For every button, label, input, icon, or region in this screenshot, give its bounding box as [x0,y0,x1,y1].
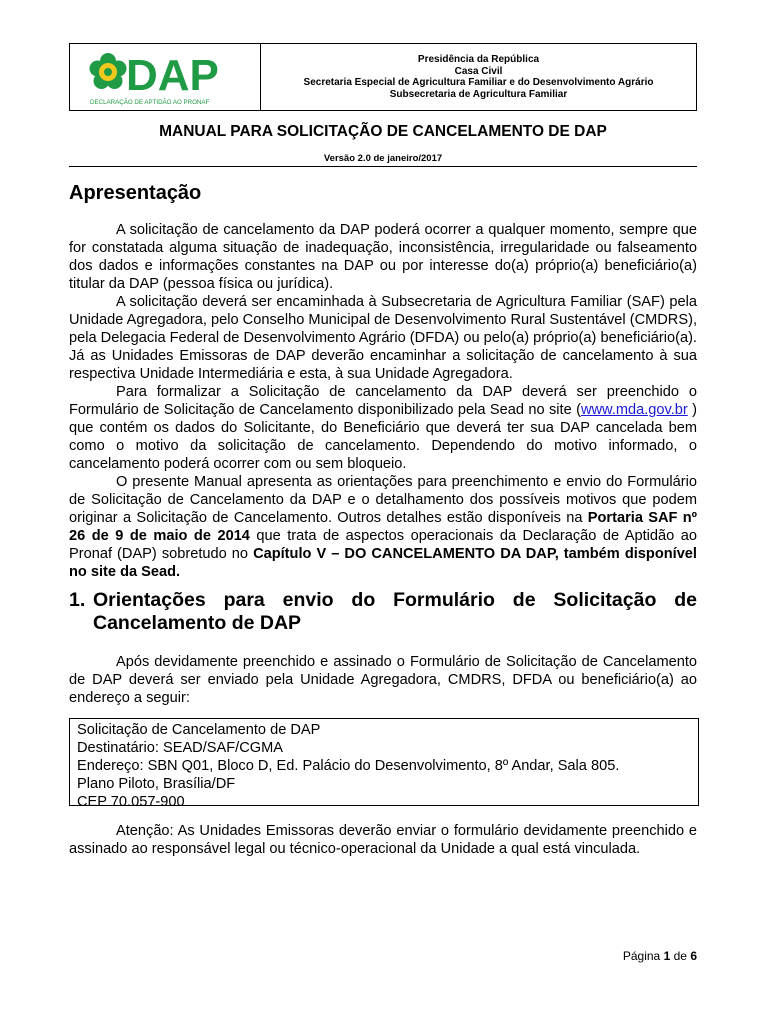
logo-subtext: DECLARAÇÃO DE APTIDÃO AO PRONAF [90,99,210,106]
portaria-reference: Portaria SAF nº 26 de 9 de maio de 2014 [69,510,697,544]
document-header [69,43,697,111]
address-line: CEP 70.057-900 [77,794,185,810]
paragraph: A solicitação deverá ser encaminhada à Subsecretaria de Agricultura Familiar (SAF) pela Unidade Agregadora, pelo Conselho Municipal de Desenvolvimento Rural Sustentável (CMDRS), pela Delegacia Federal de Desenvolvimento Agrário (DFDA) ou pelo(a) próprio(a) beneficiário(a). Já as Unidades Emissoras de DAP deverão encaminhar a solicitação de cancelamento à sua respectiva Unidade Intermediária e esta, à sua Unidade Agregadora. [69,294,697,382]
logo-text: DAP [126,51,219,100]
address-line: Destinatário: SEAD/SAF/CGMA [77,740,283,756]
org-line-casa-civil: Casa Civil [454,65,503,77]
flower-emblem-icon [90,53,127,89]
organization-info [261,44,696,110]
document-title: MANUAL PARA SOLICITAÇÃO DE CANCELAMENTO DE DAP [159,123,607,140]
address-line: Endereço: SBN Q01, Bloco D, Ed. Palácio do Desenvolvimento, 8º Andar, Sala 805. [77,758,620,774]
address-line: Plano Piloto, Brasília/DF [77,776,236,792]
dap-logo [70,44,261,110]
title-divider [69,166,697,167]
presentation-heading: Apresentação [69,182,202,204]
page-number: Página 1 de 6 [622,949,697,963]
attention-note [69,822,697,858]
address-box [69,718,699,810]
org-line-presidency: Presidência da República [417,54,540,65]
document-version: Versão 2.0 de janeiro/2017 [323,153,443,164]
paragraph: A solicitação de cancelamento da DAP poderá ocorrer a qualquer momento, sempre que for constatada alguma situação de inadequação, inconsistência, irregularidade ou falseamento dos dados e informações constantes na DAP ou por interesse do(a) próprio(a) beneficiário(a) titular da DAP (pessoa física ou jurídica). [69,222,697,292]
paragraph: Para formalizar a Solicitação de cancelamento da DAP deverá ser preenchido o Formulário de Solicitação de Cancelamento disponibilizado pela Sead no site (www.mda.gov.br ) que contém os dados do Solicitante, do Beneficiário que deverá ter sua DAP cancelada bem como o motivo da solicitação de cancelamento. Dependendo do motivo informado, o cancelamento poderá ocorrer com ou sem bloqueio. [69,384,697,472]
section-1-heading [69,589,697,635]
chapter-reference: Capítulo V – DO CANCELAMENTO DA DAP, também disponível no site da Sead. [69,546,697,580]
address-line: Solicitação de Cancelamento de DAP [77,722,321,738]
presentation-body [69,221,697,581]
section-1-body [69,653,697,707]
mda-site-link[interactable]: www.mda.gov.br [580,402,688,418]
paragraph: Atenção: As Unidades Emissoras deverão enviar o formulário devidamente preenchido e assinado ao responsável legal ou técnico-operacional da Unidade a qual está vinculada. [69,823,697,857]
section-number: 1. [69,589,86,611]
org-line-secretariat: Secretaria Especial de Agricultura Familiar e do Desenvolvimento Agrário [303,77,654,88]
dap-logo-graphic [88,50,248,108]
org-line-subsecretariat: Subsecretaria de Agricultura Familiar [389,88,568,100]
paragraph: O presente Manual apresenta as orientações para preenchimento e envio do Formulário de Solicitação de Cancelamento da DAP e o detalhamento dos possíveis motivos que podem originar a Solicitação de Cancelamento. Outros detalhes estão disponíveis na Portaria SAF nº 26 de 9 de maio de 2014 que trata de aspectos operacionais da Declaração de Aptidão ao Pronaf (DAP) sobretudo no Capítulo V – DO CANCELAMENTO DA DAP, também disponível no site da Sead. [69,474,697,580]
paragraph: Após devidamente preenchido e assinado o Formulário de Solicitação de Cancelamento de DAP deverá ser enviado pela Unidade Agregadora, CMDRS, DFDA ou beneficiário(a) ao endereço a seguir: [69,654,697,706]
section-title: Orientações para envio do Formulário de Solicitação de Cancelamento de DAP [93,589,697,634]
